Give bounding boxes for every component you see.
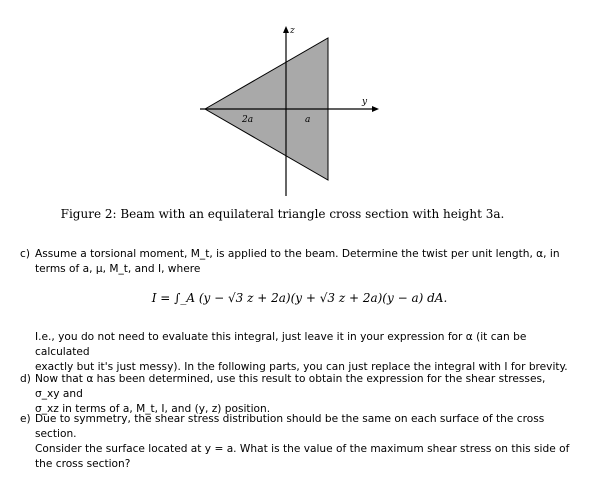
beam-cross-section-figure	[0, 0, 599, 200]
part-d-line-1: Now that α has been determined, use this result to obtain the expression for the shear stresses, σ_xy and	[35, 373, 546, 400]
part-e-label: e)	[20, 413, 31, 425]
y-axis-label: y	[362, 97, 368, 107]
triangle-diagram	[0, 0, 599, 200]
part-c-note-line-2: exactly but it's just messy). In the following parts, you can just replace the integral with I for brevity.	[35, 361, 568, 373]
integral-equation-text: I = ∫_A (y − √3 z + 2a)(y + √3 z + 2a)(y − a) dA.	[151, 291, 448, 305]
dimension-2a-label: 2a	[242, 115, 254, 125]
figure-caption: Figure 2: Beam with an equilateral triangle cross section with height 3a.	[60, 207, 505, 221]
part-d-label: d)	[20, 373, 31, 385]
part-c-line-2: terms of a, μ, M_t, and I, where	[35, 263, 201, 275]
question-part-c	[20, 247, 572, 277]
question-part-e	[20, 412, 572, 472]
z-axis-arrow	[283, 26, 289, 33]
part-c-note	[20, 330, 572, 375]
dimension-a-label: a	[305, 115, 311, 125]
z-axis-label: z	[290, 26, 295, 36]
part-c-label: c)	[20, 248, 30, 260]
integral-equation	[0, 291, 599, 305]
part-c-text	[35, 247, 572, 277]
part-c-note-line-1: I.e., you do not need to evaluate this integral, just leave it in your expression for α (it can be calculated	[35, 331, 527, 358]
part-e-line-1: Due to symmetry, the shear stress distribution should be the same on each surface of the cross section.	[35, 413, 545, 440]
part-e-line-2: Consider the surface located at y = a. What is the value of the maximum shear stress on this side of	[35, 443, 570, 455]
part-d-line-2: σ_xz in terms of a, M_t, I, and (y, z) position.	[35, 403, 271, 415]
part-e-line-3: the cross section?	[35, 458, 131, 470]
part-c-line-1: Assume a torsional moment, M_t, is applied to the beam. Determine the twist per unit length, α, in	[35, 248, 560, 260]
question-part-d	[20, 372, 572, 417]
y-axis-arrow	[372, 106, 379, 112]
